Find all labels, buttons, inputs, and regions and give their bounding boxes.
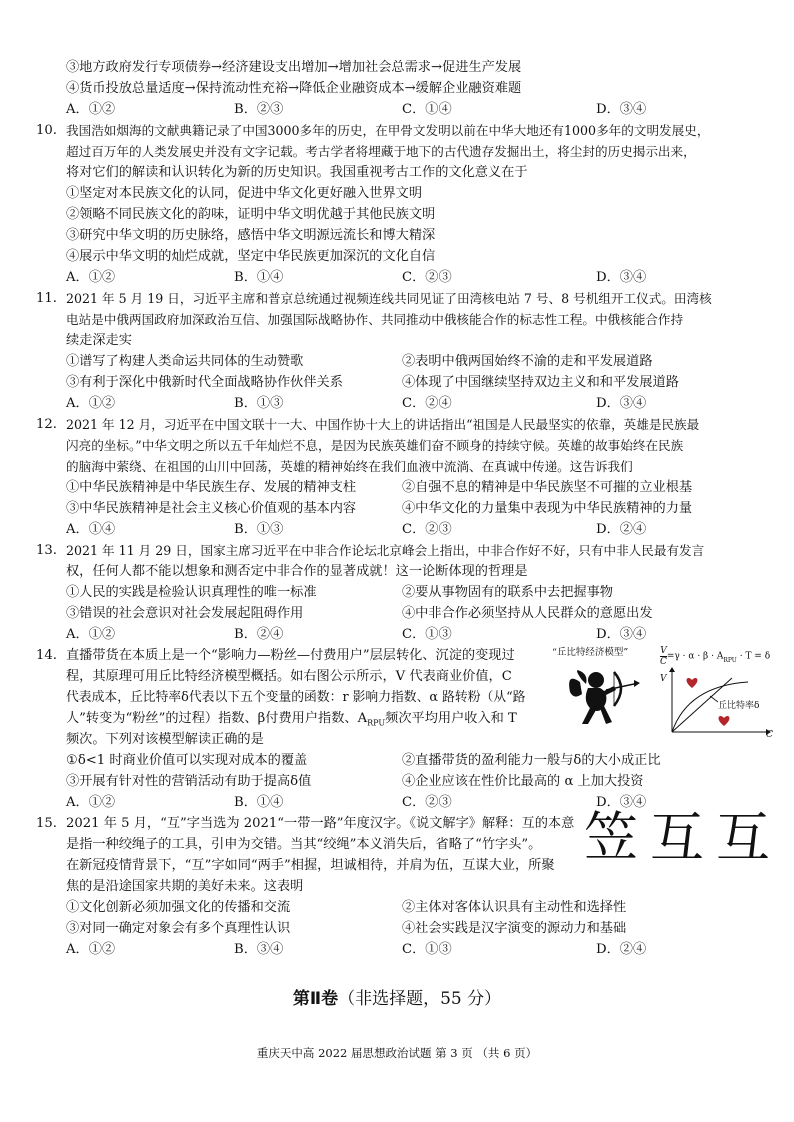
- q13-stem-line: 2021 年 11 月 29 日，国家主席习近平在中非合作论坛北京峰会上指出，中非合作好不好，只有中非人民最有发言: [66, 543, 705, 558]
- q14-stem-line: 频次。下列对该模型解读正确的是: [66, 732, 264, 747]
- glyph-ancient: 笠: [584, 806, 638, 869]
- q14-item-row: [66, 751, 746, 771]
- q12-stem-line: 2021 年 12 月，习近平在中国文联十一大、中国作协十大上的讲话指出“祖国是人民最坚实的依靠，英雄是民族最: [66, 417, 700, 432]
- cupid-icon: [552, 644, 662, 734]
- q15-stem-line: 在新冠疫情背景下，“互”字如同“两手”相握，坦诚相待，并肩为伍，互谋大业，所聚: [66, 858, 555, 873]
- q10-stem-line: 超过百万年的人类发展史并没有文字记载。考古学者将埋藏于地下的古代遗存发掘出土，将尘封的历史揭示出来，: [66, 144, 696, 159]
- q14-stem-line: 程，其原理可用丘比特经济模型概括。如右图公示所示，V 代表商业价值，C: [66, 669, 512, 684]
- q11-options: [66, 394, 746, 414]
- axis-x-label: C: [766, 730, 773, 740]
- option-a[interactable]: A．①②: [66, 795, 116, 810]
- q12-item: ④中华文化的力量集中表现为中华民族精神的力量: [402, 501, 693, 516]
- q9-options: [66, 100, 746, 120]
- arpu-subscript: RPU: [367, 718, 386, 728]
- q9-item-3: ③地方政府发行专项债券→经济建设支出增加→增加社会总需求→促进生产发展: [66, 60, 522, 75]
- q11-stem-line: 2021 年 5 月 19 日，习近平主席和普京总统通过视频连线共同见证了田湾核电站 7 号、8 号机组开工仪式。田湾核: [66, 291, 712, 306]
- q13-stem-line: 权，任何人都不能以想象和测否定中非合作的显著成就！这一论断体现的哲理是: [66, 564, 528, 579]
- option-a[interactable]: A．①②: [66, 102, 116, 117]
- q11-item-row: [66, 373, 746, 393]
- q14-item-row: [66, 772, 746, 792]
- option-d[interactable]: D．③④: [596, 102, 647, 117]
- q11-item: ①谱写了构建人类命运共同体的生动赞歌: [66, 354, 304, 369]
- option-c[interactable]: C．②③: [402, 795, 452, 810]
- question-number: 15.: [36, 816, 57, 831]
- hu-character-evolution: [584, 806, 784, 878]
- glyph-middle: 互: [650, 806, 704, 869]
- section-title-main: 第Ⅱ卷: [292, 989, 339, 1009]
- q11-item: ②表明中俄两国始终不渝的走和平发展道路: [402, 354, 653, 369]
- option-a[interactable]: A．①④: [66, 522, 116, 537]
- formula-body: =γ · α · β · A: [666, 651, 724, 662]
- q10-item: ④展示中华文明的灿烂成就，坚定中华民族更加深沉的文化自信: [66, 249, 436, 264]
- q10-item: ②领略不同民族文化的韵味，证明中华文明优越于其他民族文明: [66, 207, 436, 222]
- option-d[interactable]: D．②④: [596, 942, 647, 957]
- q12-item-row: [66, 478, 746, 498]
- q15-item-row: [66, 919, 746, 939]
- formula-numerator: V: [660, 646, 667, 656]
- q15-item: ②主体对客体认识具有主动性和选择性: [402, 900, 627, 915]
- q15-item: ④社会实践是汉字演变的源动力和基础: [402, 921, 627, 936]
- q15-item-row: [66, 898, 746, 918]
- option-a[interactable]: A．①②: [66, 396, 116, 411]
- q10-stem-line: 将对它们的解读和认识转化为新的历史知识。我国重视考古工作的文化意义在于: [66, 165, 528, 180]
- q15-stem-line: 2021 年 5 月，“互”字当选为 2021“一带一路”年度汉字。《说文解字》解释：互的本意: [66, 816, 575, 831]
- q13-item-row: [66, 583, 746, 603]
- section-title: [0, 984, 794, 1009]
- q13-item: ②要从事物固有的联系中去把握事物: [402, 585, 613, 600]
- option-b[interactable]: B．②④: [234, 627, 284, 642]
- cupid-model-chart: [658, 646, 776, 742]
- q11-stem-line: 电站是中俄两国政府加深政治互信、加强国际战略协作、共同推动中俄核能合作的标志性工程。中俄核能合作持: [66, 312, 684, 327]
- q11-item: ④体现了中国继续坚持双边主义和和平发展道路: [402, 375, 679, 390]
- question-number: 12.: [36, 417, 57, 432]
- q13-item: ④中非合作必须坚持从人民群众的意愿出发: [402, 606, 653, 621]
- q11-stem-line: 续走深走实: [66, 333, 132, 348]
- q13-item: ①人民的实践是检验认识真理性的唯一标准: [66, 585, 317, 600]
- page-footer: 重庆天中高 2022 届思想政治试题 第 3 页 （共 6 页）: [256, 1046, 538, 1060]
- q10-item: ①坚定对本民族文化的认同，促进中华文化更好融入世界文明: [66, 186, 423, 201]
- q10-options: [66, 268, 746, 288]
- axis-y-label: V: [660, 674, 667, 684]
- q14-item: ③开展有针对性的营销活动有助于提高δ值: [66, 774, 312, 789]
- q15-stem-line: 焦的是沿途国家共期的美好未来。这表明: [66, 879, 304, 894]
- option-d[interactable]: D．②④: [596, 522, 647, 537]
- formula-subscript: RPU: [723, 656, 737, 664]
- question-number: 10.: [36, 123, 57, 138]
- q13-item-row: [66, 604, 746, 624]
- q14-item: ②直播带货的盈利能力一般与δ的大小成正比: [402, 753, 661, 768]
- q12-options: [66, 520, 746, 540]
- question-number: 11.: [36, 291, 57, 306]
- q12-item-row: [66, 499, 746, 519]
- option-d[interactable]: D．③④: [596, 795, 647, 810]
- option-d[interactable]: D．③④: [596, 627, 647, 642]
- q12-item: ②自强不息的精神是中华民族坚不可摧的立业根基: [402, 480, 693, 495]
- option-c[interactable]: C．②③: [402, 522, 452, 537]
- option-b[interactable]: B．①④: [234, 795, 284, 810]
- option-c[interactable]: C．①④: [402, 102, 452, 117]
- q13-options: [66, 625, 746, 645]
- q14-stem-line: 代表成本，丘比特率δ代表以下五个变量的函数：r 影响力指数、α 路转粉（从“路: [66, 690, 526, 705]
- q11-item: ③有利于深化中俄新时代全面战略协作伙伴关系: [66, 375, 343, 390]
- option-b[interactable]: B．①④: [234, 270, 284, 285]
- q12-stem-line: 闪亮的坐标。”中华文明之所以五千年灿烂不息，是因为民族英雄们奋不顾身的持续守候。英雄的故事始终在民族: [66, 438, 684, 453]
- q14-item: ①δ<1 时商业价值可以实现对成本的覆盖: [66, 753, 308, 768]
- q12-stem-line: 的脑海中萦绕、在祖国的山川中回荡，英雄的精神始终在我们血液中流淌、在真诚中传递。这告诉我们: [66, 459, 633, 474]
- q12-item: ①中华民族精神是中华民族生存、发展的精神支柱: [66, 480, 357, 495]
- q15-stem-line: 是指一种绞绳子的工具，引申为交错。当其“绞绳”本义消失后，省略了“竹字头”。: [66, 837, 542, 852]
- option-c[interactable]: C．②③: [402, 270, 452, 285]
- option-c[interactable]: C．②④: [402, 396, 452, 411]
- q15-item: ③对同一确定对象会有多个真理性认识: [66, 921, 291, 936]
- q10-stem-line: 我国浩如烟海的文献典籍记录了中国3000多年的历史，在甲骨文发明以前在中华大地还有1000多年的文明发展史，: [66, 123, 710, 138]
- question-number: 13.: [36, 543, 57, 558]
- cupid-illustration: [552, 644, 662, 734]
- figure-caption: “丘比特经济模型”: [552, 647, 629, 658]
- q15-options: [66, 940, 746, 960]
- option-b[interactable]: B．①③: [234, 396, 284, 411]
- option-b[interactable]: B．③④: [234, 942, 284, 957]
- option-a[interactable]: A．①②: [66, 942, 116, 957]
- question-number: 14.: [36, 648, 57, 663]
- q12-item: ③中华民族精神是社会主义核心价值观的基本内容: [66, 501, 357, 516]
- glyph-modern: 互: [716, 806, 770, 869]
- q9-item-4: ④货币投放总量适度→保持流动性充裕→降低企业融资成本→缓解企业融资难题: [66, 81, 522, 96]
- formula-denominator: C: [660, 657, 667, 667]
- q15-item: ①文化创新必须加强文化的传播和交流: [66, 900, 291, 915]
- section-title-sub: （非选择题，55 分）: [338, 989, 502, 1009]
- q14-stem-line-tail: 频次平均用户收入和 T: [385, 711, 517, 726]
- q14-stem-line: 直播带货在本质上是一个“影响力—粉丝—付费用户”层层转化、沉淀的变现过: [66, 648, 515, 663]
- curve-label: 丘比特率δ: [718, 701, 760, 711]
- formula-tail: · T = δ: [736, 651, 771, 662]
- option-c[interactable]: C．①③: [402, 627, 452, 642]
- q11-item-row: [66, 352, 746, 372]
- option-c[interactable]: C．①③: [402, 942, 452, 957]
- option-b[interactable]: B．①③: [234, 522, 284, 537]
- option-a[interactable]: A．①②: [66, 270, 116, 285]
- q10-item: ③研究中华文明的历史脉络，感悟中华文明源远流长和博大精深: [66, 228, 436, 243]
- option-d[interactable]: D．③④: [596, 270, 647, 285]
- model-plot: [658, 646, 776, 742]
- q14-item: ④企业应该在性价比最高的 α 上加大投资: [402, 774, 644, 789]
- q14-stem-line-head: 人”转变为“粉丝”的过程）指数、β付费用户指数、A: [66, 711, 368, 726]
- option-b[interactable]: B．②③: [234, 102, 284, 117]
- option-a[interactable]: A．①②: [66, 627, 116, 642]
- option-d[interactable]: D．③④: [596, 396, 647, 411]
- q13-item: ③错误的社会意识对社会发展起阻碍作用: [66, 606, 304, 621]
